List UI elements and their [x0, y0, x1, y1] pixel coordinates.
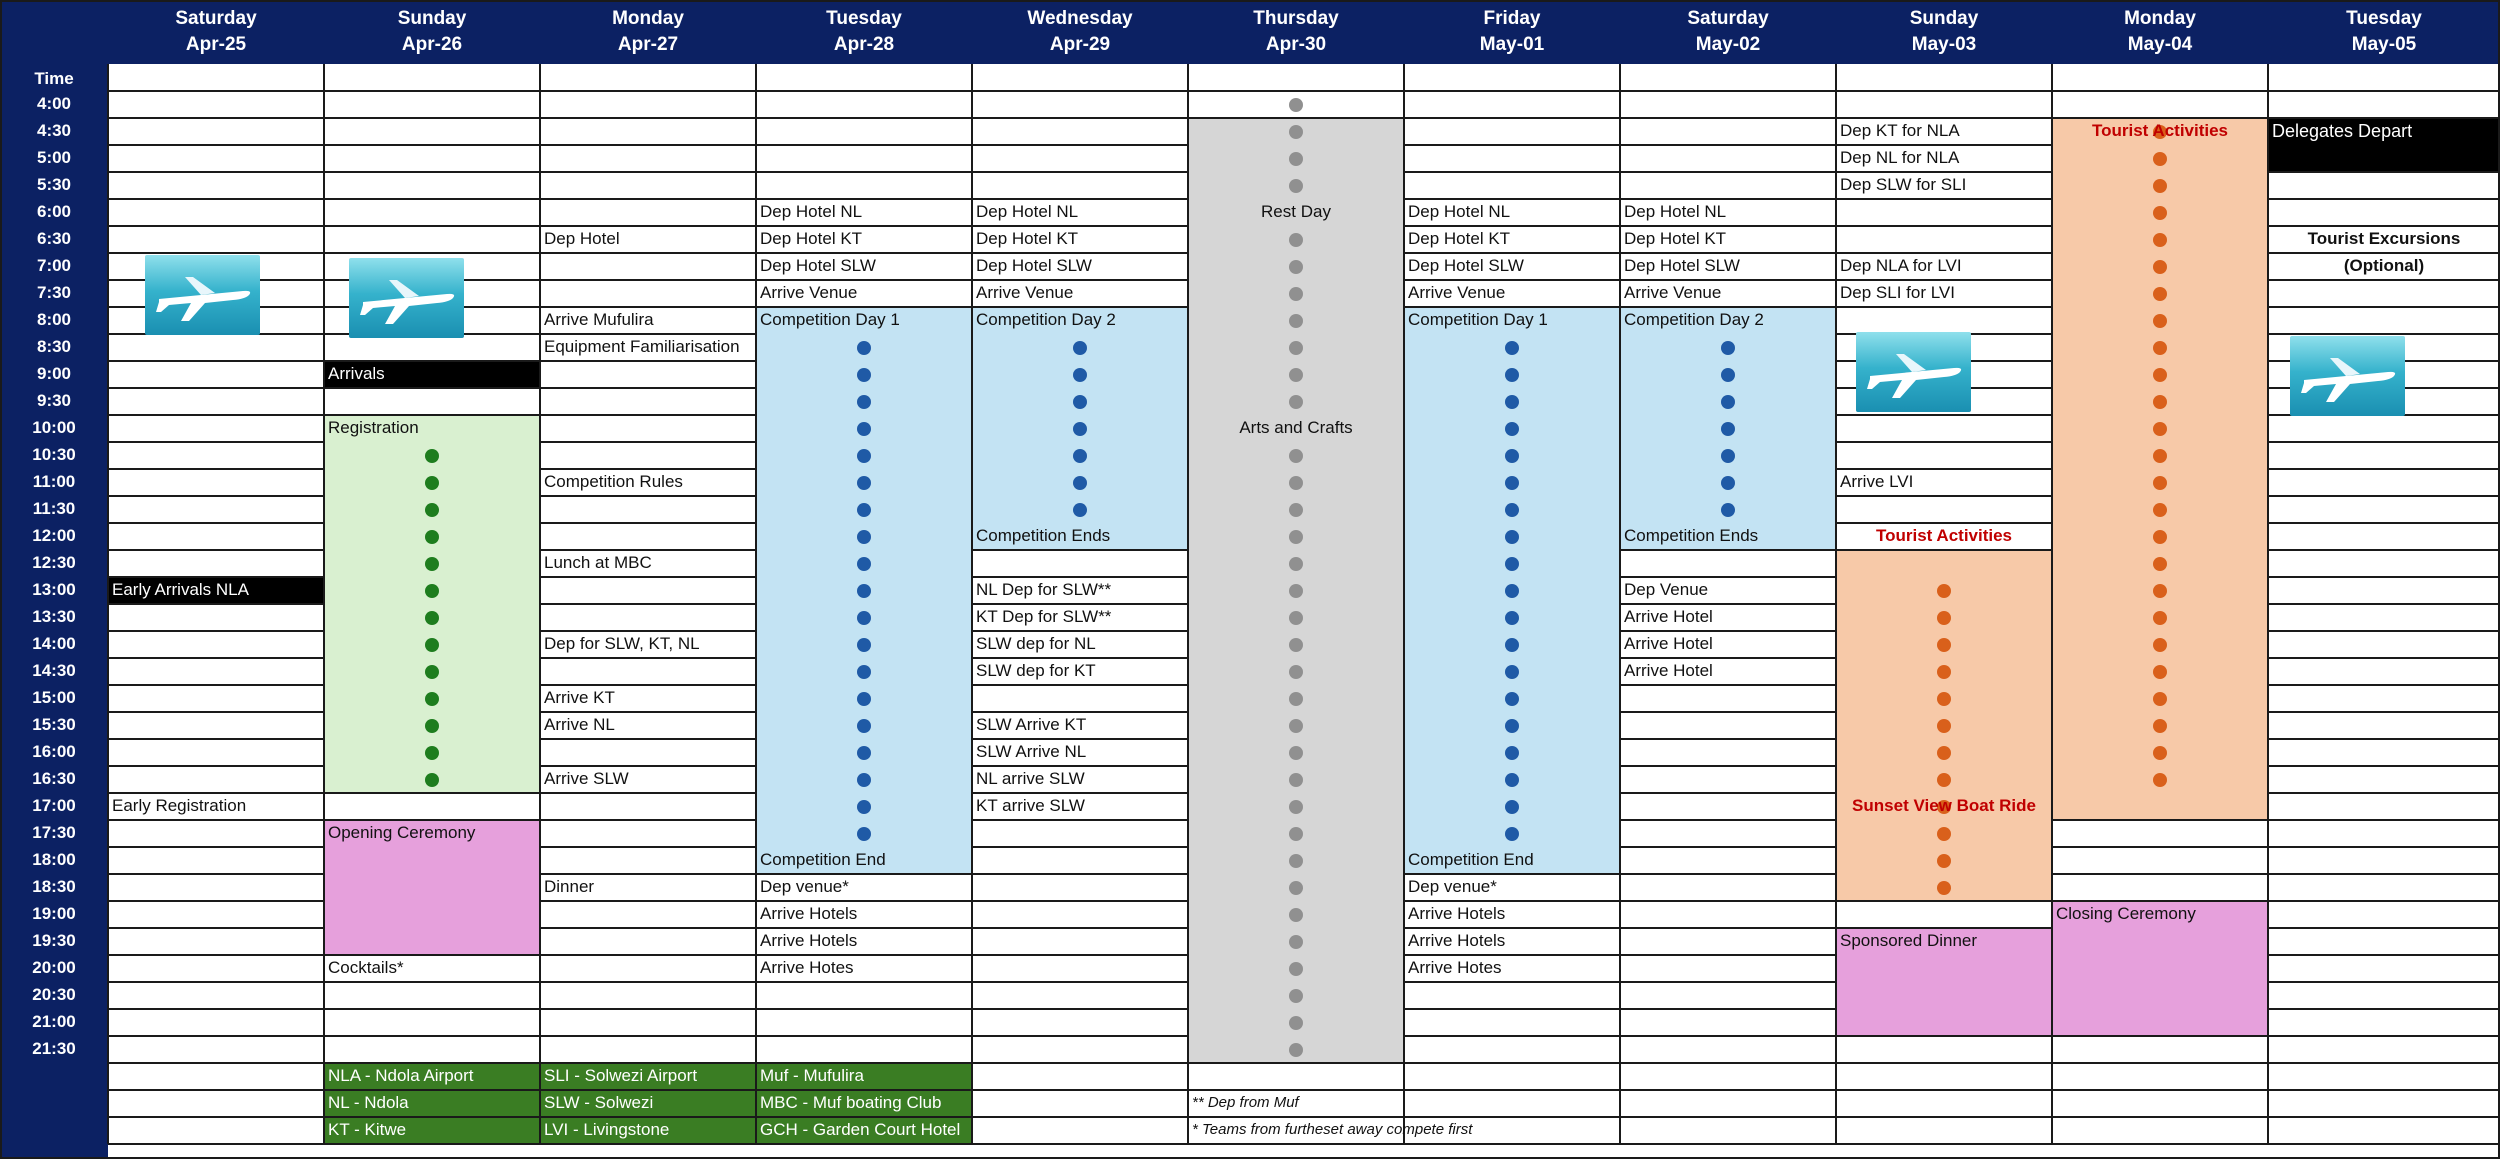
schedule-dot	[2153, 449, 2167, 463]
schedule-dot	[1289, 773, 1303, 787]
event-text: Dep KT for NLA	[1840, 121, 1960, 140]
schedule-dot	[857, 395, 871, 409]
schedule-dot	[1289, 719, 1303, 733]
schedule-dot	[1073, 476, 1087, 490]
schedule-dot	[1073, 395, 1087, 409]
event-text: Dep venue*	[1408, 877, 1497, 896]
day-name: Friday	[1483, 8, 1541, 29]
sponsored-dinner-text: Sponsored Dinner	[1840, 931, 1978, 950]
schedule-dot	[857, 827, 871, 841]
time-label: 20:00	[32, 958, 76, 977]
schedule-dot	[1289, 260, 1303, 274]
schedule-dot	[2153, 179, 2167, 193]
event-text: Competition Ends	[1624, 526, 1759, 545]
schedule-dot	[2153, 665, 2167, 679]
tourist-activities-text: Tourist Activities	[2091, 121, 2229, 140]
time-label: 19:00	[32, 904, 76, 923]
schedule-dot	[1721, 422, 1735, 436]
time-label: 7:30	[36, 283, 72, 302]
time-label: 15:00	[32, 688, 76, 707]
event-text: Dep Hotel SLW	[1624, 256, 1740, 275]
schedule-dot	[857, 719, 871, 733]
schedule-dot	[2153, 503, 2167, 517]
event-text: SLW dep for KT	[976, 661, 1096, 680]
schedule-dot	[425, 584, 439, 598]
schedule-dot	[857, 800, 871, 814]
schedule-dot	[857, 746, 871, 760]
day-name: Sunday	[1909, 8, 1979, 29]
schedule-dot	[1505, 800, 1519, 814]
day-name: Monday	[2124, 8, 2196, 29]
time-label: 21:30	[32, 1039, 76, 1058]
event-text: Competition End	[760, 850, 886, 869]
schedule-dot	[1289, 476, 1303, 490]
schedule-dot	[2153, 368, 2167, 382]
event-text: Arrive Hotel	[1624, 661, 1713, 680]
schedule-dot	[1289, 692, 1303, 706]
schedule-dot	[1937, 881, 1951, 895]
schedule-dot	[1289, 935, 1303, 949]
footnote-text: ** Dep from Muf	[1192, 1094, 1299, 1111]
early-arrivals-text: Early Arrivals NLA	[112, 580, 249, 599]
registration-text: Registration	[328, 418, 419, 437]
event-text: Dep Hotel	[544, 229, 620, 248]
schedule-dot	[857, 422, 871, 436]
schedule-dot	[2153, 584, 2167, 598]
sunset-boat-ride-text: Sunset View Boat Ride	[1852, 796, 2036, 815]
event-text: Arrive Venue	[1624, 283, 1722, 302]
schedule-dot	[857, 557, 871, 571]
schedule-dot	[1289, 395, 1303, 409]
schedule-dot	[2153, 692, 2167, 706]
event-text: Dep Hotel KT	[976, 229, 1079, 248]
time-label: 20:30	[32, 985, 76, 1004]
time-label: 12:30	[32, 553, 76, 572]
event-text: Dep Hotel KT	[760, 229, 863, 248]
time-label: 5:00	[36, 148, 72, 167]
schedule-dot	[425, 476, 439, 490]
time-label: 18:00	[32, 850, 76, 869]
cocktails-text: Cocktails*	[328, 958, 404, 977]
time-label: 9:00	[36, 364, 72, 383]
event-text: Arrive SLW	[544, 769, 629, 788]
schedule-dot	[1505, 368, 1519, 382]
schedule-dot	[1289, 638, 1303, 652]
time-label: 14:30	[32, 661, 76, 680]
schedule-dot	[2153, 773, 2167, 787]
event-text: Dep Hotel NL	[1624, 202, 1727, 221]
schedule-dot	[857, 665, 871, 679]
time-label: 10:00	[32, 418, 76, 437]
schedule-dot	[1289, 152, 1303, 166]
event-text: Arrive Hotels	[760, 904, 858, 923]
event-text: SLW Arrive NL	[976, 742, 1087, 761]
schedule-dot	[1937, 773, 1951, 787]
schedule-dot	[425, 665, 439, 679]
schedule-dot	[2153, 476, 2167, 490]
schedule-dot	[1289, 1043, 1303, 1057]
schedule-dot	[1721, 395, 1735, 409]
schedule-dot	[1289, 665, 1303, 679]
schedule-dot	[1289, 233, 1303, 247]
schedule-dot	[2153, 530, 2167, 544]
schedule-dot	[1289, 827, 1303, 841]
event-text: Arrive Hotels	[1408, 904, 1506, 923]
schedule-dot	[1289, 989, 1303, 1003]
event-text: Competition Day 2	[1624, 310, 1764, 329]
schedule-dot	[1289, 125, 1303, 139]
day-date: Apr-25	[185, 34, 247, 55]
schedule-dot	[1289, 503, 1303, 517]
time-label: 4:00	[36, 94, 72, 113]
schedule-dot	[425, 557, 439, 571]
schedule-dot	[1721, 449, 1735, 463]
optional-text: (Optional)	[2343, 256, 2425, 275]
schedule-dot	[1289, 854, 1303, 868]
event-text: NL Dep for SLW**	[976, 580, 1112, 599]
event-text: Dep venue*	[760, 877, 849, 896]
time-label: 6:00	[36, 202, 72, 221]
schedule-dot	[1289, 341, 1303, 355]
schedule-dot	[2153, 314, 2167, 328]
event-text: SLW dep for NL	[976, 634, 1096, 653]
schedule-dot	[1505, 476, 1519, 490]
event-text: Competition Rules	[544, 472, 683, 491]
day-date: Apr-29	[1049, 34, 1111, 55]
time-label: 21:00	[32, 1012, 76, 1031]
schedule-dot	[857, 638, 871, 652]
schedule-dot	[1289, 746, 1303, 760]
event-text: Dep NL for NLA	[1840, 148, 1960, 167]
arrivals-text: Arrivals	[328, 364, 385, 383]
schedule-dot	[1073, 503, 1087, 517]
schedule-dot	[425, 638, 439, 652]
footnote-text: * Teams from furtheset away compete first	[1192, 1121, 1473, 1138]
event-text: Arrive NL	[544, 715, 615, 734]
time-label: 8:00	[36, 310, 72, 329]
tourist-activities-text: Tourist Activities	[1875, 526, 2013, 545]
event-text: Dep Hotel KT	[1408, 229, 1511, 248]
event-text: Arrive LVI	[1840, 472, 1914, 491]
event-text: Dep Venue	[1624, 580, 1709, 599]
event-text: KT Dep for SLW**	[976, 607, 1112, 626]
arts-crafts-text: Arts and Crafts	[1239, 418, 1353, 437]
schedule-dot	[1937, 854, 1951, 868]
schedule-dot	[1073, 341, 1087, 355]
schedule-dot	[425, 530, 439, 544]
schedule-dot	[1289, 179, 1303, 193]
event-text: Dep Hotel SLW	[1408, 256, 1524, 275]
schedule-dot	[1505, 449, 1519, 463]
time-label: 9:30	[36, 391, 72, 410]
schedule-dot	[1289, 98, 1303, 112]
day-name: Sunday	[397, 8, 467, 29]
event-text: Arrive Hotels	[760, 931, 858, 950]
schedule-dot	[2153, 395, 2167, 409]
schedule-dot	[2153, 287, 2167, 301]
schedule-dot	[1721, 368, 1735, 382]
tourist-excursions-text: Tourist Excursions	[2307, 229, 2461, 248]
schedule-dot	[2153, 260, 2167, 274]
event-text: SLW Arrive KT	[976, 715, 1087, 734]
schedule-dot	[1289, 449, 1303, 463]
airplane-icon	[2290, 336, 2405, 416]
schedule-dot	[1937, 584, 1951, 598]
schedule-dot	[425, 692, 439, 706]
schedule-dot	[1937, 665, 1951, 679]
event-text: Arrive Hotel	[1624, 607, 1713, 626]
schedule-dot	[857, 584, 871, 598]
early-registration-text: Early Registration	[112, 796, 247, 815]
schedule-dot	[1505, 773, 1519, 787]
event-text: Dep Hotel KT	[1624, 229, 1727, 248]
schedule-dot	[1505, 584, 1519, 598]
day-date: May-05	[2351, 34, 2417, 55]
time-label: 19:30	[32, 931, 76, 950]
schedule-dot	[857, 773, 871, 787]
schedule-dot	[1289, 368, 1303, 382]
event-text: Equipment Familiarisation	[544, 337, 740, 356]
schedule-dot	[1505, 530, 1519, 544]
event-text: Arrive Mufulira	[544, 310, 654, 329]
day-date: Apr-27	[617, 34, 679, 55]
legend-text: SLI - Solwezi Airport	[544, 1066, 698, 1085]
legend-text: NL - Ndola	[328, 1093, 409, 1112]
time-label: 4:30	[36, 121, 72, 140]
schedule-dot	[1289, 287, 1303, 301]
time-label: 14:00	[32, 634, 76, 653]
schedule-dot	[1937, 692, 1951, 706]
schedule-dot	[857, 368, 871, 382]
schedule-dot	[2153, 557, 2167, 571]
schedule-dot	[425, 746, 439, 760]
event-text: Dep Hotel SLW	[760, 256, 876, 275]
event-text: Competition Ends	[976, 526, 1111, 545]
schedule-dot	[1289, 908, 1303, 922]
event-text: Dep NLA for LVI	[1840, 256, 1962, 275]
schedule-dot	[1289, 962, 1303, 976]
event-text: Competition Day 1	[760, 310, 900, 329]
day-name: Tuesday	[2346, 8, 2422, 29]
day-date: May-04	[2127, 34, 2193, 55]
schedule-dot	[857, 341, 871, 355]
day-name: Monday	[612, 8, 684, 29]
schedule-dot	[1289, 584, 1303, 598]
schedule-dot	[1721, 476, 1735, 490]
event-text: Dinner	[544, 877, 595, 896]
schedule-dot	[1505, 746, 1519, 760]
event-text: Dep Hotel NL	[1408, 202, 1511, 221]
schedule-dot	[1289, 800, 1303, 814]
rest-day-text: Rest Day	[1261, 202, 1331, 221]
schedule-dot	[1289, 530, 1303, 544]
event-text: Arrive KT	[544, 688, 615, 707]
time-label: 17:30	[32, 823, 76, 842]
schedule-dot	[857, 692, 871, 706]
schedule-dot	[2153, 422, 2167, 436]
event-text: Arrive Hotes	[760, 958, 854, 977]
schedule-dot	[2153, 206, 2167, 220]
schedule-dot	[857, 611, 871, 625]
legend-text: NLA - Ndola Airport	[328, 1066, 474, 1085]
schedule-dot	[2153, 611, 2167, 625]
schedule-dot	[1505, 395, 1519, 409]
event-text: NL arrive SLW	[976, 769, 1085, 788]
event-text: Dep SLI for LVI	[1840, 283, 1955, 302]
time-label: 18:30	[32, 877, 76, 896]
schedule-dot	[425, 503, 439, 517]
time-label: 5:30	[36, 175, 72, 194]
legend-text: Muf - Mufulira	[760, 1066, 864, 1085]
event-text: Arrive Venue	[1408, 283, 1506, 302]
schedule-dot	[425, 611, 439, 625]
legend-text: MBC - Muf boating Club	[760, 1093, 942, 1112]
delegates-depart-text: Delegates Depart	[2272, 121, 2413, 141]
day-name: Saturday	[175, 8, 257, 29]
schedule-dot	[2153, 341, 2167, 355]
schedule-dot	[2153, 233, 2167, 247]
time-label: 6:30	[36, 229, 72, 248]
time-label: 11:00	[32, 472, 76, 491]
day-date: Apr-28	[833, 34, 895, 55]
schedule-dot	[857, 530, 871, 544]
day-date: Apr-26	[401, 34, 463, 55]
event-text: Dep Hotel SLW	[976, 256, 1092, 275]
schedule-dot	[857, 503, 871, 517]
event-text: Arrive Venue	[760, 283, 858, 302]
event-text: Competition End	[1408, 850, 1534, 869]
event-text: Arrive Hotes	[1408, 958, 1502, 977]
legend-text: SLW - Solwezi	[544, 1093, 654, 1112]
event-text: Competition Day 2	[976, 310, 1116, 329]
schedule-dot	[425, 719, 439, 733]
legend-text: GCH - Garden Court Hotel	[760, 1120, 961, 1139]
day-name: Tuesday	[826, 8, 902, 29]
airplane-icon	[1856, 332, 1971, 412]
schedule-dot	[1505, 341, 1519, 355]
schedule-dot	[1937, 746, 1951, 760]
event-text: Arrive Hotel	[1624, 634, 1713, 653]
schedule-dot	[1505, 503, 1519, 517]
schedule-dot	[2153, 638, 2167, 652]
schedule-dot	[1937, 719, 1951, 733]
event-text: Competition Day 1	[1408, 310, 1548, 329]
event-text: KT arrive SLW	[976, 796, 1085, 815]
day-name: Thursday	[1253, 8, 1339, 29]
time-label: 8:30	[36, 337, 72, 356]
time-label: 13:00	[32, 580, 76, 599]
schedule-dot	[1289, 557, 1303, 571]
schedule-dot	[2153, 746, 2167, 760]
schedule-dot	[1073, 449, 1087, 463]
time-label: 15:30	[32, 715, 76, 734]
event-text: Dep for SLW, KT, NL	[544, 634, 700, 653]
event-text: Dep SLW for SLI	[1840, 175, 1967, 194]
schedule-dot	[425, 773, 439, 787]
schedule-dot	[1937, 638, 1951, 652]
schedule-dot	[1505, 827, 1519, 841]
schedule-dot	[1937, 827, 1951, 841]
schedule-dot	[1505, 611, 1519, 625]
event-text: Arrive Venue	[976, 283, 1074, 302]
schedule-dot	[1505, 665, 1519, 679]
closing-ceremony-text: Closing Ceremony	[2056, 904, 2196, 923]
day-name: Saturday	[1687, 8, 1769, 29]
time-label: 11:30	[32, 499, 76, 518]
legend-text: KT - Kitwe	[328, 1120, 407, 1139]
day-date: Apr-30	[1265, 34, 1327, 55]
schedule-dot	[1505, 719, 1519, 733]
schedule-dot	[1505, 422, 1519, 436]
schedule-dot	[857, 476, 871, 490]
time-label: 12:00	[32, 526, 76, 545]
opening-ceremony-text: Opening Ceremony	[328, 823, 476, 842]
schedule-dot	[1289, 611, 1303, 625]
event-text: Lunch at MBC	[544, 553, 652, 572]
airplane-icon	[145, 255, 260, 335]
schedule-dot	[1289, 881, 1303, 895]
event-text: Dep Hotel NL	[976, 202, 1079, 221]
time-label: 7:00	[36, 256, 72, 275]
day-date: May-02	[1695, 34, 1761, 55]
legend-text: LVI - Livingstone	[544, 1120, 670, 1139]
event-text: Dep Hotel NL	[760, 202, 863, 221]
schedule-dot	[1073, 422, 1087, 436]
time-label: 16:30	[32, 769, 76, 788]
schedule-dot	[2153, 152, 2167, 166]
schedule-dot	[1721, 503, 1735, 517]
time-label: 10:30	[32, 445, 76, 464]
schedule-dot	[1505, 638, 1519, 652]
schedule-dot	[1289, 1016, 1303, 1030]
schedule-dot	[2153, 719, 2167, 733]
day-date: May-01	[1479, 34, 1545, 55]
schedule-dot	[1937, 611, 1951, 625]
day-date: May-03	[1911, 34, 1977, 55]
schedule-dot	[1721, 341, 1735, 355]
airplane-icon	[349, 258, 464, 338]
schedule-dot	[1289, 314, 1303, 328]
schedule-dot	[1505, 557, 1519, 571]
time-label: 17:00	[32, 796, 76, 815]
time-header: Time	[34, 69, 74, 88]
event-text: Arrive Hotels	[1408, 931, 1506, 950]
schedule-dot	[425, 449, 439, 463]
time-label: 16:00	[32, 742, 76, 761]
schedule-dot	[1505, 692, 1519, 706]
schedule-dot	[857, 449, 871, 463]
day-name: Wednesday	[1027, 8, 1133, 29]
schedule-dot	[1073, 368, 1087, 382]
time-label: 13:30	[32, 607, 76, 626]
